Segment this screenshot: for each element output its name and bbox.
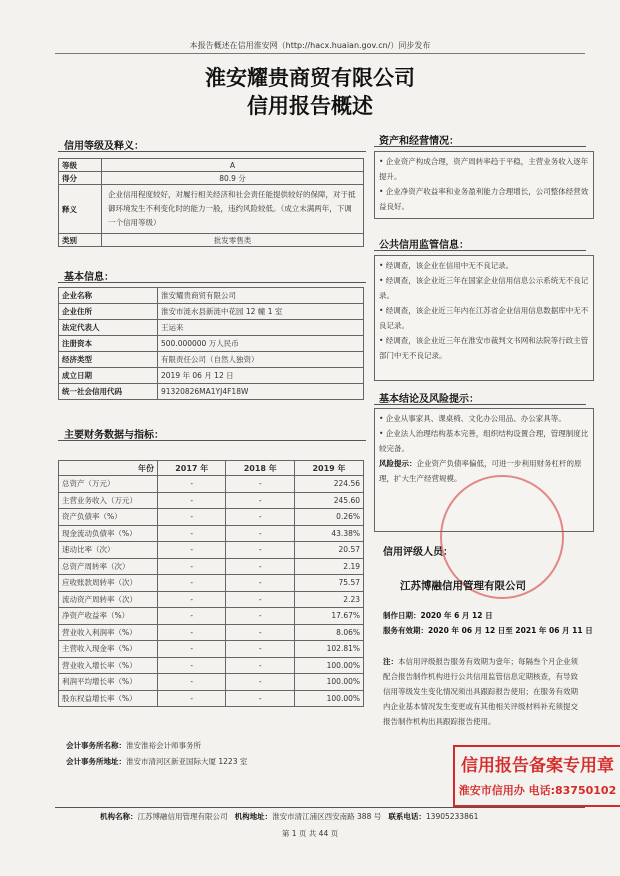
basic-value: 2019 年 06 月 12 日 (158, 368, 364, 384)
valid-label: 服务有效期： (383, 626, 428, 635)
table-row (59, 575, 364, 592)
assets-box (374, 151, 594, 219)
metric-unit: （%） (114, 660, 137, 670)
table-row (59, 608, 364, 625)
metric-label (59, 476, 158, 493)
metric-name: 总资产周转率 (62, 561, 107, 571)
metric-value: - (226, 641, 294, 658)
grade-table (58, 158, 364, 247)
metric-value: 2.19 (294, 558, 363, 575)
table-row (59, 172, 364, 185)
table-row (59, 336, 364, 352)
metric-value: - (158, 591, 226, 608)
table-row (59, 234, 364, 247)
header-divider (55, 53, 585, 54)
metric-value: 100.00% (294, 690, 363, 707)
metric-label (59, 509, 158, 526)
valid-line (383, 623, 593, 638)
year-2019: 2019 年 (294, 461, 363, 476)
org-addr: 淮安市清江浦区西安南路 388 号 (272, 812, 382, 821)
supervision-item: • 经调查，该企业近三年在淮安市裁判文书网和法院等行政主管部门中无不良记录。 (379, 336, 589, 360)
basic-value: 淮安耀贵商贸有限公司 (158, 288, 364, 304)
risk-text: 企业资产负债率偏低，可进一步利用财务杠杆的原理，扩大生产经营规模。 (379, 459, 582, 483)
metric-label (59, 674, 158, 691)
metric-value: - (158, 608, 226, 625)
conclusion-section-title: 基本结论及风险提示： (379, 394, 479, 405)
metric-value: - (158, 657, 226, 674)
org-tel: 13905233861 (425, 812, 479, 821)
metric-value: 17.67% (294, 608, 363, 625)
supervision-item: • 经调查，该企业近三年内在江苏省企业信用信息数据库中无不良记录。 (379, 306, 589, 330)
grade-value: A (102, 159, 364, 172)
metric-label (59, 690, 158, 707)
metric-unit: （次） (114, 578, 137, 588)
grade-divider (58, 151, 366, 152)
metric-unit: （次） (107, 561, 130, 571)
basic-value: 淮安市涟水县新涟中花园 12 幢 1 室 (158, 304, 364, 320)
accountant-addr: 淮安市清河区新亚国际大厦 1223 室 (126, 757, 248, 766)
metric-value: - (226, 558, 294, 575)
assets-item: • 企业净资产收益率和业务盈利能力合理增长，公司整体经营效益良好。 (379, 187, 589, 211)
basic-label: 企业名称 (59, 288, 158, 304)
basic-value: 500.000000 万人民币 (158, 336, 364, 352)
metric-unit: （%） (107, 611, 130, 621)
metric-value: - (158, 690, 226, 707)
metric-unit: （次） (114, 594, 137, 604)
basic-label: 法定代表人 (59, 320, 158, 336)
meaning-label: 释义 (59, 185, 102, 234)
basic-divider (58, 282, 366, 283)
grade-label: 等级 (59, 159, 102, 172)
score-label: 得分 (59, 172, 102, 185)
metric-value: - (226, 542, 294, 559)
metric-value: - (158, 542, 226, 559)
rating-note (383, 654, 585, 729)
filing-stamp (453, 745, 620, 807)
accountant-name: 淮安淮裕会计师事务所 (126, 741, 201, 750)
metric-name: 净资产收益率 (62, 611, 107, 621)
company-title: 淮安耀贵商贸有限公司 (205, 65, 415, 90)
accountant-name-line (66, 738, 201, 753)
metric-label (59, 558, 158, 575)
metric-unit: （万元） (107, 495, 137, 505)
rating-agency: 江苏博融信用管理有限公司 (400, 580, 526, 592)
metric-name: 营业收入利润率 (62, 627, 115, 637)
metric-value: - (158, 492, 226, 509)
metric-value: - (226, 674, 294, 691)
note-text: 本信用评级报告服务有效期为壹年；每隔叁个月企业须配合报告制作机构进行公共信用监管信息定期核查，有导致信用等级发生变化情况须出具跟踪报告使用；在服务有效期内企业基本情况发生变更或有其他相关评级材料补充须提交报告制作机构出具跟踪报告使用。 (383, 657, 578, 726)
table-row (59, 288, 364, 304)
metric-name: 资产负债率 (62, 512, 100, 522)
metric-value: - (158, 624, 226, 641)
metric-value: - (226, 657, 294, 674)
metric-label (59, 492, 158, 509)
finance-table (58, 460, 364, 707)
basic-label: 成立日期 (59, 368, 158, 384)
metric-label (59, 575, 158, 592)
assets-section-title: 资产和经营情况： (379, 136, 459, 147)
metric-unit: （次） (92, 545, 115, 555)
metric-value: 20.57 (294, 542, 363, 559)
table-row (59, 591, 364, 608)
accountant-addr-label: 会计事务所地址： (66, 757, 126, 766)
basic-table (58, 287, 364, 400)
metric-name: 流动资产周转率 (62, 594, 115, 604)
table-row (59, 368, 364, 384)
conclusion-item: • 企业从事家具、课桌椅、文化办公用品、办公家具等。 (379, 414, 566, 423)
metric-unit: （%） (114, 627, 137, 637)
tel-label: 联系电话： (388, 812, 426, 821)
assets-item: • 企业资产构成合理，资产周转率趋于平稳，主营业务收入逐年提升。 (379, 157, 589, 181)
year-2018: 2018 年 (226, 461, 294, 476)
page-number: 第 1 页 共 44 页 (281, 829, 339, 838)
made-label: 制作日期： (383, 611, 421, 620)
table-row (59, 492, 364, 509)
table-row (59, 558, 364, 575)
metric-value: - (158, 575, 226, 592)
metric-unit: （%） (114, 644, 137, 654)
table-row (59, 159, 364, 172)
risk-label: 风险提示： (379, 459, 417, 468)
metric-value: 2.23 (294, 591, 363, 608)
metric-value: 102.81% (294, 641, 363, 658)
metric-value: - (226, 492, 294, 509)
basic-label: 注册资本 (59, 336, 158, 352)
supervision-divider (374, 250, 586, 251)
metric-value: - (158, 641, 226, 658)
metric-label (59, 608, 158, 625)
metric-label (59, 542, 158, 559)
footer-info (100, 809, 478, 824)
table-row (59, 542, 364, 559)
org-label: 机构名称： (100, 812, 138, 821)
stamp-line-2: 淮安市信用办 电话:83750102 (458, 784, 617, 797)
metric-name: 营业收入增长率 (62, 660, 115, 670)
basic-section-title: 基本信息： (64, 272, 114, 283)
table-row (59, 320, 364, 336)
table-header-row (59, 461, 364, 476)
table-row (59, 624, 364, 641)
finance-divider (58, 440, 366, 441)
supervision-box (374, 255, 594, 381)
table-row (59, 690, 364, 707)
metric-value: - (226, 476, 294, 493)
basic-label: 经济类型 (59, 352, 158, 368)
metric-name: 现金流动负债率 (62, 528, 115, 538)
table-row (59, 674, 364, 691)
metric-value: - (158, 509, 226, 526)
metric-value: 224.56 (294, 476, 363, 493)
supervision-item: • 经调查，该企业在信用中无不良记录。 (379, 261, 514, 270)
conclusion-divider (374, 404, 586, 405)
category-value: 批发零售类 (102, 234, 364, 247)
basic-label: 统一社会信用代码 (59, 384, 158, 400)
metric-value: - (226, 624, 294, 641)
supervision-item: • 经调查，该企业近三年在国家企业信用信息公示系统无不良记录。 (379, 276, 589, 300)
table-row (59, 185, 364, 234)
metric-unit: （万元） (84, 479, 115, 489)
metric-label (59, 641, 158, 658)
metric-value: - (226, 525, 294, 542)
metric-name: 应收账款周转率 (62, 578, 115, 588)
grade-section-title: 信用等级及释义： (64, 141, 144, 152)
metric-value: 100.00% (294, 674, 363, 691)
org-name: 江苏博融信用管理有限公司 (137, 812, 228, 821)
basic-value: 有限责任公司（自然人独资） (158, 352, 364, 368)
supervision-section-title: 公共信用监管信息： (379, 240, 469, 251)
addr-label: 机构地址： (234, 812, 273, 821)
metric-value: 0.26% (294, 509, 363, 526)
basic-label: 企业住所 (59, 304, 158, 320)
metric-value: - (226, 591, 294, 608)
table-row (59, 525, 364, 542)
table-row (59, 384, 364, 400)
made-date: 2020 年 6 月 12 日 (420, 611, 493, 620)
metric-name: 股东权益增长率 (62, 693, 115, 703)
metric-unit: （%） (114, 677, 137, 687)
accountant-name-label: 会计事务所名称： (66, 741, 126, 750)
metric-value: - (158, 476, 226, 493)
year-2017: 2017 年 (158, 461, 226, 476)
metric-label (59, 624, 158, 641)
valid-range: 2020 年 06 月 12 日至 2021 年 06 月 11 日 (428, 626, 593, 635)
metric-value: 43.38% (294, 525, 363, 542)
metric-value: - (226, 509, 294, 526)
score-value: 80.9 分 (102, 172, 364, 185)
finance-section-title: 主要财务数据与指标： (64, 430, 164, 441)
corner-year: 年份 (59, 461, 158, 476)
metric-value: - (226, 608, 294, 625)
metric-label (59, 591, 158, 608)
metric-value: 75.57 (294, 575, 363, 592)
metric-unit: （%） (114, 693, 137, 703)
metric-label (59, 657, 158, 674)
metric-unit: （%） (114, 528, 137, 538)
stamp-line-1: 信用报告备案专用章 (461, 756, 614, 776)
metric-name: 总资产 (62, 479, 85, 489)
table-row (59, 657, 364, 674)
metric-value: - (158, 525, 226, 542)
basic-value: 王运来 (158, 320, 364, 336)
accountant-addr-line (66, 754, 247, 769)
metric-unit: （%） (99, 512, 122, 522)
basic-value: 91320826MA1YJ4F18W (158, 384, 364, 400)
header-note: 本报告概述在信用淮安网（http://hacx.huaian.gov.cn/）同步发布 (189, 41, 431, 50)
footer-divider (55, 807, 585, 808)
table-row (59, 641, 364, 658)
report-title: 信用报告概述 (247, 93, 373, 118)
table-row (59, 476, 364, 493)
metric-name: 利润平均增长率 (62, 677, 115, 687)
metric-value: 100.00% (294, 657, 363, 674)
metric-value: - (226, 690, 294, 707)
metric-label (59, 525, 158, 542)
metric-value: - (226, 575, 294, 592)
table-row (59, 304, 364, 320)
note-label: 注： (383, 657, 398, 666)
metric-value: - (158, 558, 226, 575)
metric-name: 主营收入现金率 (62, 644, 115, 654)
made-date-line (383, 608, 493, 623)
category-label: 类别 (59, 234, 102, 247)
metric-value: - (158, 674, 226, 691)
metric-value: 8.06% (294, 624, 363, 641)
rating-personnel-label: 信用评级人员： (383, 547, 453, 558)
metric-value: 245.60 (294, 492, 363, 509)
conclusion-item: • 企业法人治理结构基本完善，组织结构设置合理，管理制度比较完备。 (379, 429, 589, 453)
assets-divider (374, 146, 586, 147)
metric-name: 速动比率 (62, 545, 92, 555)
metric-name: 主营业务收入 (62, 495, 107, 505)
table-row (59, 352, 364, 368)
meaning-value: 企业信用程度较好，对履行相关经济和社会责任能提供较好的保障，对于抵御环境发生不利变化时的能力一般，违约风险较低。（成立未满两年，下调一个信用等级） (102, 185, 364, 234)
table-row (59, 509, 364, 526)
